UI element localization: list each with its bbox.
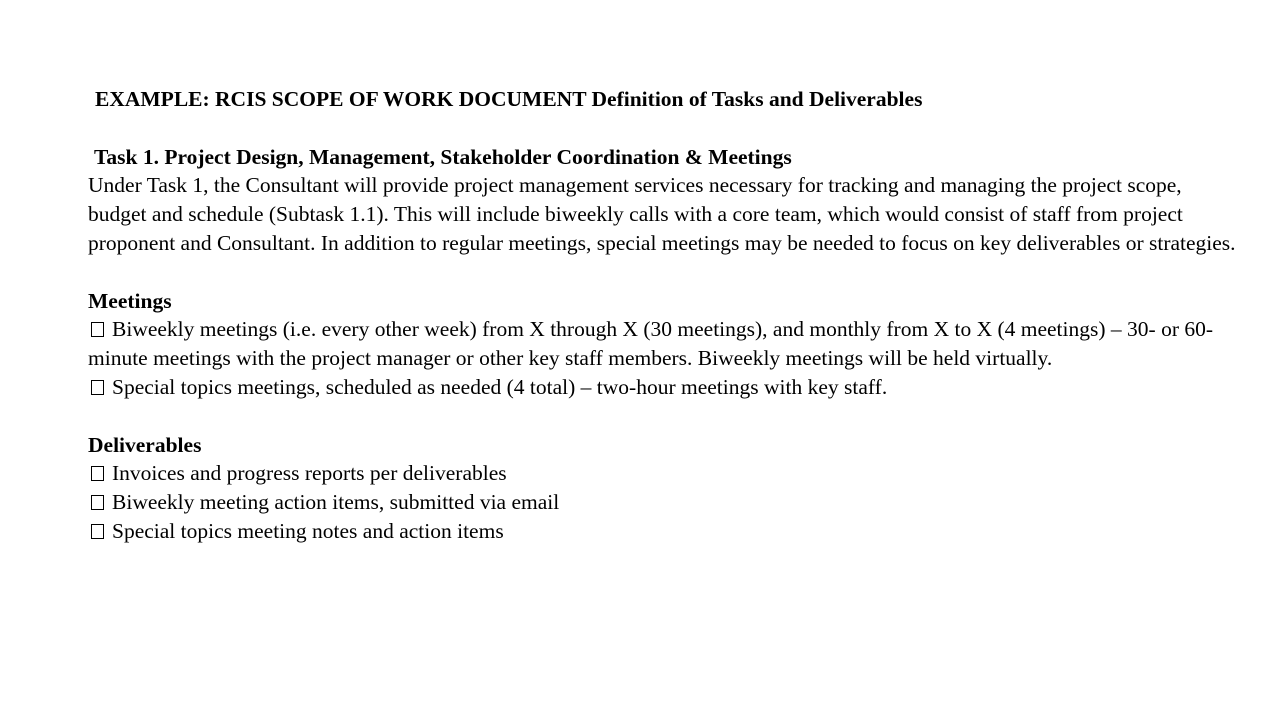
- deliverables-item-invoices: [88, 459, 1238, 488]
- document-body: [88, 85, 1238, 546]
- meetings-item-text: Biweekly meetings (i.e. every other week) from X through X (30 meetings), and monthly from X to X (4 meetings) – 30- or 60-minute meetings with the project manager or other key staff members. Biweekly meetings will be held virtually.: [88, 317, 1214, 371]
- checkbox-square-icon: [91, 322, 104, 337]
- meetings-item-text: Special topics meetings, scheduled as needed (4 total) – two-hour meetings with key staff.: [112, 374, 888, 399]
- deliverables-item-text: Invoices and progress reports per deliverables: [112, 461, 507, 486]
- checkbox-square-icon: [91, 524, 104, 539]
- meetings-heading: Meetings: [88, 288, 172, 313]
- deliverables-item-action-items: [88, 488, 1238, 517]
- deliverables-item-meeting-notes: [88, 517, 1238, 546]
- checkbox-square-icon: [91, 380, 104, 395]
- meetings-item-special-topics: [88, 373, 1238, 402]
- deliverables-item-text: Special topics meeting notes and action items: [112, 518, 504, 543]
- intro-paragraph: Under Task 1, the Consultant will provide project management services necessary for tracking and managing the project scope, budget and schedule (Subtask 1.1). This will include biweekly calls with a core team, which would consist of staff from project proponent and Consultant. In addition to regular meetings, special meetings may be needed to focus on key deliverables or strategies.: [88, 173, 1236, 255]
- deliverables-heading: Deliverables: [88, 432, 202, 457]
- spacer: [88, 402, 1238, 431]
- spacer: [88, 258, 1238, 287]
- spacer: [88, 114, 1238, 143]
- task-heading: Task 1. Project Design, Management, Stakeholder Coordination & Meetings: [94, 144, 792, 169]
- meetings-item-biweekly: [88, 315, 1238, 373]
- checkbox-square-icon: [91, 495, 104, 510]
- document-title: EXAMPLE: RCIS SCOPE OF WORK DOCUMENT Definition of Tasks and Deliverables: [95, 87, 923, 111]
- deliverables-item-text: Biweekly meeting action items, submitted via email: [112, 490, 560, 515]
- checkbox-square-icon: [91, 466, 104, 481]
